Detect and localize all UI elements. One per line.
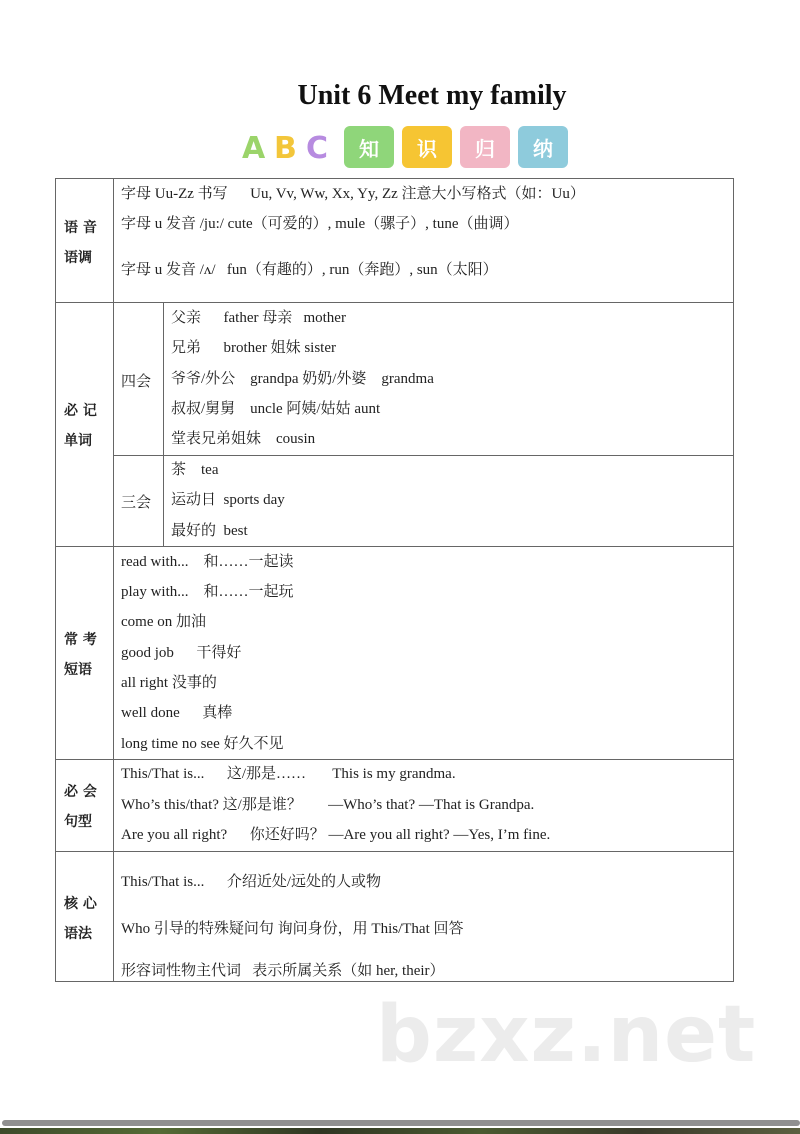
page-title: Unit 6 Meet my family bbox=[297, 80, 567, 111]
tile-zhi: 知 bbox=[344, 126, 394, 168]
word-line: 运动日 sports day bbox=[171, 492, 285, 508]
phrase-line: good job 干得好 bbox=[121, 645, 242, 661]
watermark: bzxz.net bbox=[376, 990, 757, 1080]
word-line: 爷爷/外公 grandpa 奶奶/外婆 grandma bbox=[171, 371, 434, 387]
word-line: 父亲 father 母亲 mother bbox=[171, 310, 346, 326]
word-line: 叔叔/舅舅 uncle 阿姨/姑姑 aunt bbox=[171, 401, 381, 417]
phrase-line: play with... 和……一起玩 bbox=[121, 584, 294, 600]
kids-abc-illustration bbox=[240, 118, 336, 168]
sentence-line: Are you all right? 你还好吗？ —Are you all right? —Yes, I’m fine. bbox=[121, 827, 551, 843]
divider bbox=[55, 851, 734, 852]
next-page-image-strip bbox=[0, 1128, 800, 1134]
word-line: 最好的 best bbox=[171, 523, 248, 539]
section-label: 语调 bbox=[64, 250, 92, 266]
word-line: 兄弟 brother 姐妹 sister bbox=[171, 340, 336, 356]
sentence-line: This/That is... 这/那是…… This is my grandma. bbox=[121, 766, 456, 782]
row-text: 字母 u 发音 /ʌ/ fun（有趣的）, run（奔跑）, sun（太阳） bbox=[121, 262, 498, 278]
section-label: 必 会 bbox=[64, 784, 97, 800]
divider bbox=[113, 178, 114, 982]
word-line: 堂表兄弟姐妹 cousin bbox=[171, 431, 316, 447]
tile-gui: 归 bbox=[460, 126, 510, 168]
phrase-line: come on 加油 bbox=[121, 614, 206, 630]
section-label: 语法 bbox=[64, 926, 92, 942]
word-line: 茶 tea bbox=[171, 462, 219, 478]
summary-table bbox=[55, 178, 734, 982]
phrase-line: all right 没事的 bbox=[121, 675, 217, 691]
phrase-line: read with... 和……一起读 bbox=[121, 554, 294, 570]
phrase-line: well done 真棒 bbox=[121, 705, 233, 721]
divider bbox=[55, 546, 734, 547]
section-label: 短语 bbox=[64, 662, 92, 678]
horizontal-scrollbar[interactable] bbox=[2, 1120, 800, 1126]
letter-a: A bbox=[242, 131, 266, 166]
grammar-line: 形容词性物主代词 表示所属关系（如 her, their） bbox=[121, 963, 445, 979]
knowledge-summary-banner bbox=[240, 118, 568, 168]
grammar-line: This/That is... 介绍近处/远处的人或物 bbox=[121, 874, 381, 890]
row-text: 字母 u 发音 /ju:/ cute（可爱的）, mule（骡子）, tune（曲调） bbox=[121, 216, 519, 232]
letter-c: C bbox=[306, 131, 329, 166]
section-label: 句型 bbox=[64, 814, 92, 830]
section-label: 单词 bbox=[64, 433, 92, 449]
tile-na: 纳 bbox=[518, 126, 568, 168]
divider bbox=[113, 455, 734, 456]
group-label: 三会 bbox=[121, 495, 152, 511]
section-label: 必 记 bbox=[64, 403, 97, 419]
section-label: 核 心 bbox=[64, 896, 97, 912]
section-label: 语 音 bbox=[64, 220, 97, 236]
phrase-line: long time no see 好久不见 bbox=[121, 736, 284, 752]
grammar-line: Who 引导的特殊疑问句 询问身份，用 This/That 回答 bbox=[121, 921, 464, 937]
section-label: 常 考 bbox=[64, 632, 97, 648]
row-text: 字母 Uu-Zz 书写 Uu, Vv, Ww, Xx, Yy, Zz 注意大小写格式（如：Uu） bbox=[121, 186, 585, 202]
divider bbox=[55, 759, 734, 760]
sentence-line: Who’s this/that? 这/那是谁？ —Who’s that? —That is Grandpa. bbox=[121, 797, 535, 813]
divider bbox=[55, 302, 734, 303]
letter-b: B bbox=[274, 131, 297, 166]
divider bbox=[163, 302, 164, 546]
tile-shi: 识 bbox=[402, 126, 452, 168]
group-label: 四会 bbox=[121, 374, 152, 390]
